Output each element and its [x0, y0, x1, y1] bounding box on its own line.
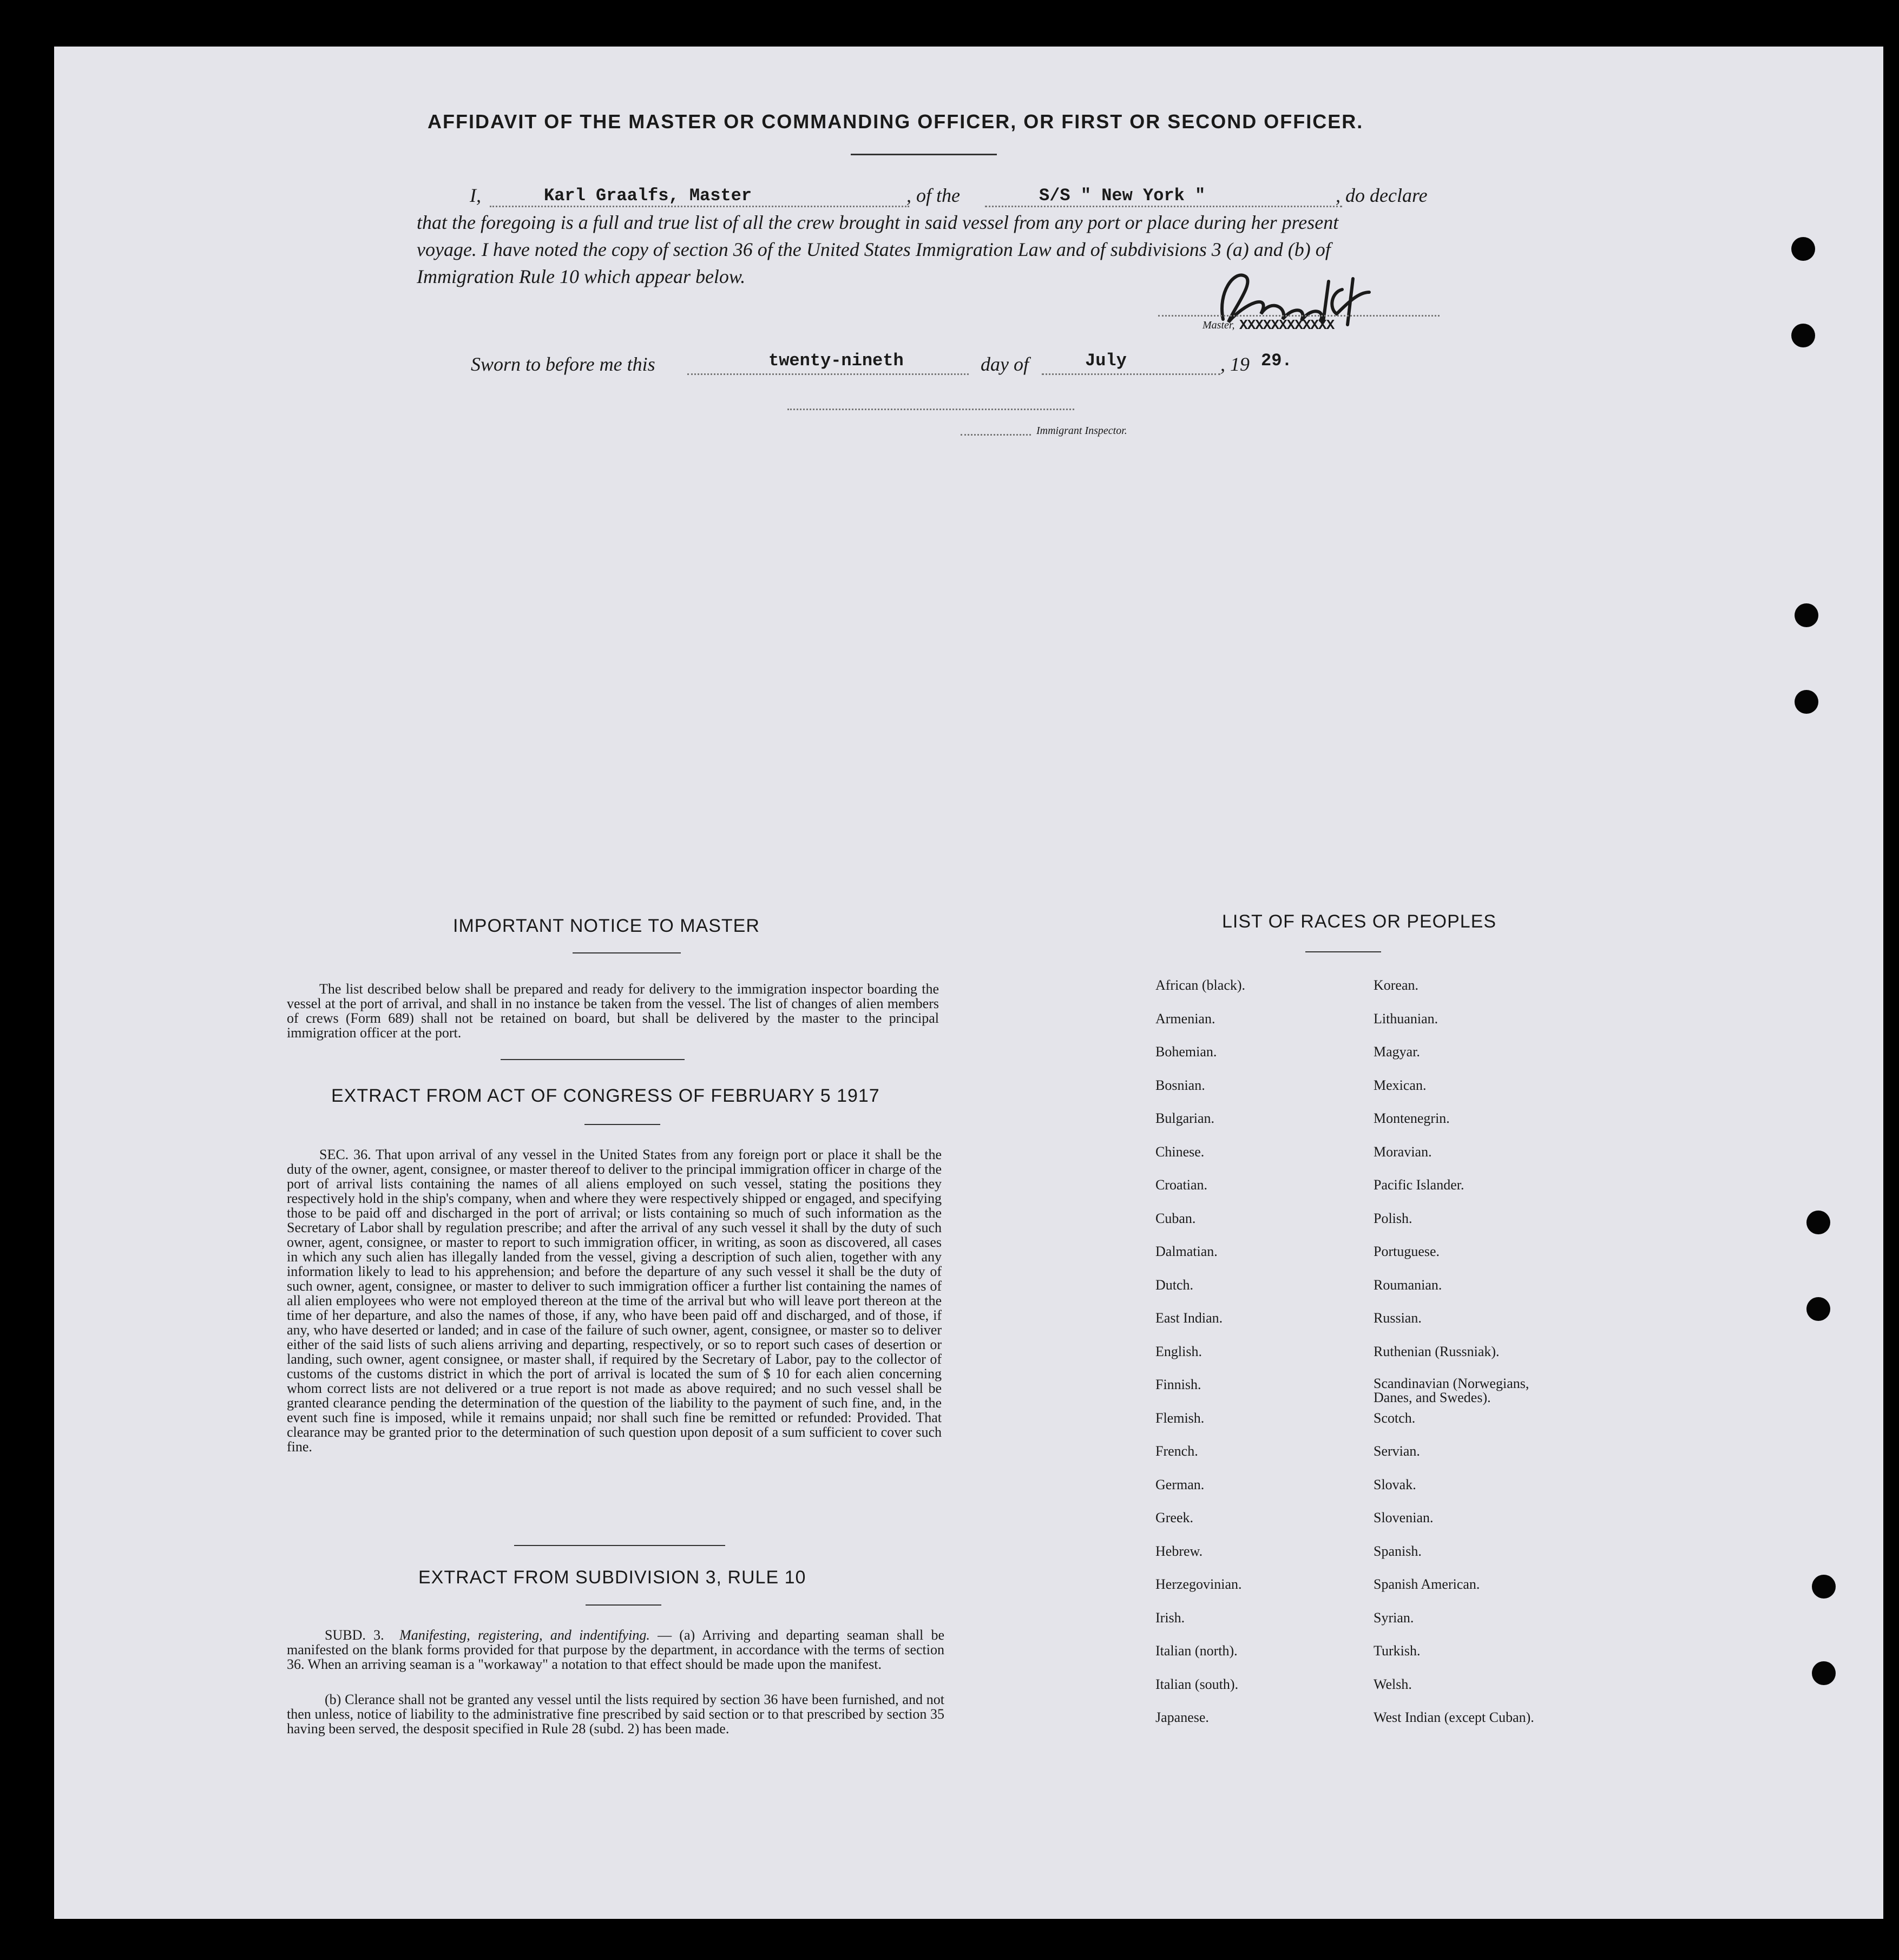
title-underline — [851, 154, 997, 155]
sworn-month: July — [1085, 351, 1127, 371]
affidavit-line-4: Immigration Rule 10 which appear below. — [417, 266, 746, 287]
race-item: Lithuanian. — [1374, 1010, 1438, 1027]
races-title: LIST OF RACES OR PEOPLES — [1222, 911, 1497, 932]
affidavit-line-2: that the foregoing is a full and true list of all the crew brought in said vessel from any port or place during her present — [417, 212, 1339, 233]
race-item: East Indian. — [1155, 1310, 1223, 1326]
race-item: Mexican. — [1374, 1077, 1427, 1093]
day-of-label: day of — [981, 353, 1029, 375]
race-item: African (black). — [1155, 977, 1246, 993]
race-item: Pacific Islander. — [1374, 1177, 1464, 1193]
race-item: Scandinavian (Norwegians, Danes, and Swedes). — [1374, 1376, 1529, 1405]
race-item: Slovak. — [1374, 1476, 1416, 1492]
punch-hole — [1812, 1575, 1836, 1599]
inspector-caption: Immigrant Inspector. — [1036, 425, 1127, 437]
race-item: Turkish. — [1374, 1643, 1421, 1659]
race-item: Bosnian. — [1155, 1077, 1205, 1093]
races-left-column — [1155, 977, 1245, 1743]
race-item: West Indian (except Cuban). — [1374, 1709, 1534, 1725]
affidavit-prefix: I, — [470, 185, 481, 206]
act-extract-title: EXTRACT FROM ACT OF CONGRESS OF FEBRUARY 5 1917 — [331, 1086, 880, 1106]
section-36-text: SEC. 36. That upon arrival of any vessel in the United States from any foreign port or place it shall be the duty of the owner, agent, consignee, or master thereof to deliver to the principal immigration officer in charge of the port of arrival lists containing the names of all aliens employed on such vessel, stating the positions they respectively hold in the ship's company, when and where they were respectively shipped or engaged, and specifying those to be paid off and discharged in the port of arrival; or lists containing so much of such information as the Secretary of Labor shall by regulation prescribe; and after the arrival of any such vessel it shall by the duty of such owner, agent, consignee, or master to report to such immigration officer, in writing, as soon as discovered, all cases in which any such alien has illegally landed from the vessel, giving a description of such alien, together with any information likely to lead to his apprehension; and before the departure of any such vessel it shall be the duty of such owner, agent, consignee, or master to deliver to such immigration officer a further list containing the names of all alien employees who were not employed thereon at the time of the arrival but who will leave port thereon at the time of her departure, and also the names of those, if any, who have been paid off and discharged, and of those, if any, who have deserted or landed; and in case of the failure of such owner, agent, consignee, or master so to deliver either of the said lists of such aliens arriving and departing, respectively, or so to report such cases of desertion or landing, such owner, agent consignee, or master shall, if required by the Secretary of Labor, pay to the collector of customs of the customs district in which the port of arrival is located the sum of $ 10 for each alien concerning whom correct lists are not delivered or a true report is not made as above required; and no such vessel shall be granted clearance pending the determination of the question of the liability to the payment of such fine, and, in the event such fine is imposed, while it remains unpaid; nor shall such fine be remitted or refunded: Provided. That clearance may be granted prior to the determination of such question upon deposit of a sum sufficient to cover such fine. — [287, 1147, 942, 1455]
master-caption: Master, — [1203, 319, 1235, 331]
master-name: Karl Graalfs, Master — [544, 186, 752, 206]
race-item: Polish. — [1374, 1210, 1412, 1226]
punch-hole — [1806, 1297, 1830, 1321]
fill-line-vessel — [985, 206, 1342, 207]
race-item: Korean. — [1374, 977, 1419, 993]
punch-hole — [1806, 1211, 1830, 1234]
race-item: Dalmatian. — [1155, 1244, 1218, 1259]
notice-body: The list described below shall be prepared and ready for delivery to the immigration inspector boarding the vessel at the port of arrival, and shall in no instance be taken from the vessel. The list of changes of alien members of crews (Form 689) shall not be retained on board, but shall be delivered by the master to the principal immigration officer at the port. — [287, 981, 939, 1041]
race-item: Italian (south). — [1155, 1676, 1239, 1692]
act-separator — [514, 1545, 725, 1546]
race-item: Syrian. — [1374, 1609, 1414, 1626]
race-item: Spanish. — [1374, 1543, 1422, 1559]
affidavit-title: AFFIDAVIT OF THE MASTER OR COMMANDING OFFICER, OR FIRST OR SECOND OFFICER. — [428, 110, 1364, 133]
race-item: Dutch. — [1155, 1277, 1194, 1293]
punch-hole — [1795, 690, 1818, 714]
race-item: Chinese. — [1155, 1143, 1205, 1160]
race-item: German. — [1155, 1476, 1205, 1492]
race-item: Armenian. — [1155, 1010, 1215, 1027]
struck-title: XXXXXXXXXXXX — [1239, 317, 1335, 333]
race-item: Herzegovinian. — [1155, 1576, 1242, 1592]
affidavit-line-3: voyage. I have noted the copy of section 36 of the United States Immigration Law and of subdivisions 3 (a) and (b) of — [417, 239, 1331, 260]
affidavit-declare: , do declare — [1336, 185, 1428, 206]
race-item: Flemish. — [1155, 1410, 1205, 1426]
punch-hole — [1812, 1661, 1836, 1685]
sworn-prefix: Sworn to before me this — [471, 353, 655, 375]
subd-italic: Manifesting, registering, and indentifying. — [399, 1627, 650, 1643]
race-item: Montenegrin. — [1374, 1110, 1450, 1126]
race-item: Roumanian. — [1374, 1277, 1442, 1293]
notice-underline — [573, 952, 681, 953]
race-item: French. — [1155, 1443, 1198, 1459]
signature-line — [1158, 315, 1440, 317]
subdivision-paragraph-b: (b) Clerance shall not be granted any vessel until the lists required by section 36 have been furnished, and not then unless, notice of liability to the administrative fine prescribed by said section or to that prescribed by section 35 having been served, the desposit specified in Rule 28 (subd. 2) has been made. — [287, 1692, 944, 1737]
race-item: Cuban. — [1155, 1210, 1196, 1226]
race-item: Bohemian. — [1155, 1044, 1217, 1060]
race-item: Slovenian. — [1374, 1510, 1434, 1525]
year-prefix: , 19 — [1220, 353, 1250, 375]
vessel-name: S/S " New York " — [1039, 186, 1206, 206]
races-right-column — [1374, 977, 1568, 1743]
races-underline — [1305, 951, 1381, 952]
fill-line-inspector-sign — [787, 409, 1074, 410]
fill-line-month — [1042, 373, 1220, 375]
affidavit-of-the: , of the — [906, 185, 960, 206]
sworn-day: twenty-nineth — [768, 351, 904, 371]
act-underline — [584, 1124, 660, 1125]
race-item: Irish. — [1155, 1609, 1185, 1626]
race-item: Ruthenian (Russniak). — [1374, 1343, 1500, 1359]
race-item: English. — [1155, 1343, 1202, 1359]
subdivision-underline — [586, 1604, 661, 1606]
fill-line-day — [687, 373, 969, 375]
punch-hole — [1791, 237, 1815, 261]
race-item: Bulgarian. — [1155, 1110, 1215, 1126]
race-item: Greek. — [1155, 1510, 1194, 1525]
subdivision-paragraph-a — [287, 1628, 944, 1672]
race-item: Scotch. — [1374, 1410, 1416, 1426]
race-item: Italian (north). — [1155, 1643, 1238, 1659]
subd-rest: — (a) Arriving and departing seaman shall be manifested on the blank forms provided for that purpose by the department, in accordance with the terms of section 36. When an arriving seaman is a "workaway" a notation to that effect should be made upon the manifest. — [287, 1627, 944, 1672]
race-item: Croatian. — [1155, 1177, 1208, 1193]
fill-line-master — [490, 206, 909, 207]
race-item: Moravian. — [1374, 1143, 1432, 1160]
race-item: Magyar. — [1374, 1044, 1420, 1060]
subd-lead: SUBD. 3. — [325, 1627, 384, 1643]
subdivision-title: EXTRACT FROM SUBDIVISION 3, RULE 10 — [418, 1567, 806, 1588]
race-item: Russian. — [1374, 1310, 1422, 1326]
race-item: Welsh. — [1374, 1676, 1412, 1692]
punch-hole — [1791, 324, 1815, 347]
punch-hole — [1795, 603, 1818, 627]
fill-line-inspector — [961, 434, 1031, 436]
race-item: Spanish American. — [1374, 1576, 1480, 1592]
sworn-year: 29. — [1261, 351, 1292, 371]
notice-separator — [501, 1059, 685, 1060]
race-item: Servian. — [1374, 1443, 1420, 1459]
race-item: Hebrew. — [1155, 1543, 1203, 1559]
race-item: Finnish. — [1155, 1377, 1201, 1392]
race-item: Portuguese. — [1374, 1244, 1440, 1259]
scan-border — [0, 1929, 1899, 1960]
notice-title: IMPORTANT NOTICE TO MASTER — [453, 916, 760, 936]
race-item: Japanese. — [1155, 1709, 1209, 1725]
